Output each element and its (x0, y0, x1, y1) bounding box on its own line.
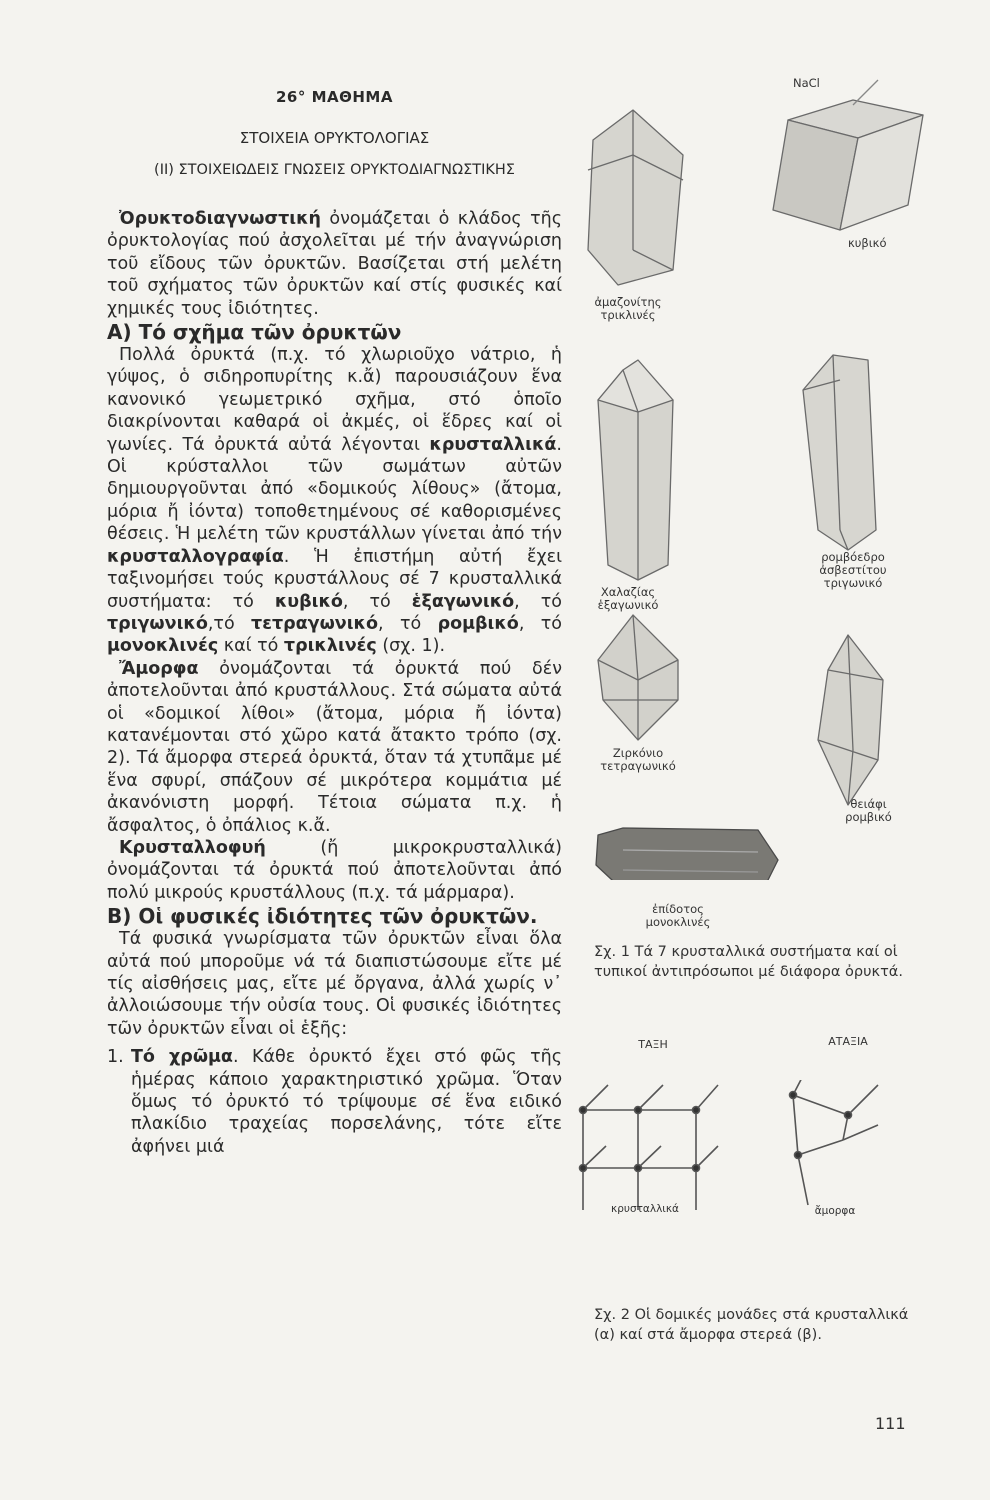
orthorhombic-crystal-drawing (818, 635, 883, 805)
system-orthorhombic: ρομβικό (437, 613, 519, 634)
intro-text: ὀνομάζεται ὁ κλάδος τῆς ὀρυκτολογίας πού ἀσχολεῖται μέ τήν ἀναγνώριση τοῦ εἴδους τῶν ὀρυκτῶν. Βασίζεται στή μελέτη τοῦ σχήματος τῶν ὀρυκτῶν καί στίς φυσικές καί χημικές τους ἰδιότητες. (107, 209, 562, 319)
figure-column (578, 60, 938, 1440)
label-taxi: ΤΑΞΗ (638, 1038, 668, 1051)
separator: καί τό (218, 636, 284, 657)
text-span: . Οἱ κρύσταλλοι τῶν σωμάτων αὐτῶν δημιουργοῦνται ἀπό «δομικούς λίθους» (ἄτομα, μόρια ἤ ἰόντα) τοποθετημένους σέ καθορισμένες θέσεις. Ἡ μελέτη τῶν κρυστάλλων γίνεται ἀπό τήν (107, 434, 562, 545)
section-a-heading: Α) Τό σχῆμα τῶν ὀρυκτῶν (107, 320, 402, 345)
figure-2-caption: Σχ. 2 Οἱ δομικές μονάδες στά κρυσταλλικά (α) καί στά ἄμορφα στερεά (β). (594, 1307, 909, 1343)
list-item-text (131, 1046, 562, 1158)
term-amorfa: Ἄμορφα (119, 658, 199, 679)
lesson-number: 26° ΜΑΘΗΜΑ (276, 88, 393, 106)
section-b-paragraph-1: Τά φυσικά γνωρίσματα τῶν ὀρυκτῶν εἶναι ὅλα αὐτά πού μποροῦμε νά τά διαπιστώσουμε εἴτε μέ τίς αἰσθήσεις μας, εἴτε μέ ὄργανα, ἀλλά χωρίς ν᾽ ἀλλοιώσουμε τήν οὐσία τους. Οἱ φυσικές ἰδιότητες τῶν ὀρυκτῶν εἶναι οἱ ἑξῆς: (107, 929, 562, 1039)
main-text-column (107, 88, 562, 1158)
system-tetragonal: τετραγωνικό (251, 613, 378, 634)
system-monoclinic: μονοκλινές (107, 636, 219, 657)
label-sulfur: θειάφι ρομβικό (845, 797, 892, 824)
hexagonal-crystal-drawing (598, 360, 673, 580)
page-title: ΣΤΟΙΧΕΙΑ ΟΡΥΚΤΟΛΟΓΙΑΣ (239, 129, 430, 147)
separator: , τό (378, 613, 438, 634)
page-number: 111 (875, 1414, 906, 1433)
label-amazonite: ἀμαζονίτης τρικλινές (594, 295, 662, 322)
figure-1-caption: Σχ. 1 Τά 7 κρυσταλλικά συστήματα καί οἱ τυπικοί ἀντιπρόσωποι μέ διάφορα ὀρυκτά. (594, 944, 903, 980)
ordered-lattice (583, 1085, 718, 1210)
section-a-paragraph-1 (107, 344, 562, 658)
text-span: (σχ. 1). (376, 636, 446, 657)
label-zircon: Ζιρκόνιο τετραγωνικό (600, 746, 676, 773)
system-cubic: κυβικό (274, 591, 343, 612)
system-trigonal: τριγωνικό (107, 613, 208, 634)
monoclinic-crystal-drawing (596, 828, 778, 880)
intro-term: Ὀρυκτοδιαγνωστική (119, 209, 321, 229)
label-quartz: Χαλαζίας ἑξαγωνικό (597, 585, 659, 612)
label-ataxia: ΑΤΑΞΙΑ (828, 1035, 868, 1048)
label-cubic: κυβικό (848, 236, 887, 250)
separator: , τό (518, 613, 563, 634)
trigonal-crystal-drawing (803, 355, 876, 550)
text-span: Πολλά ὀρυκτά (π.χ. τό χλωριοῦχο νάτριο, ἡ γύψος, ὁ σιδηροπυρίτης κ.ἄ) παρουσιάζουν ἕνα κανονικό γεωμετρικό σχῆμα, στό ὁποῖο διακρίνονται καθαρά οἱ ἀκμές, οἱ ἕδρες καί οἱ γωνίες. Τά ὀρυκτά αὐτά λέγονται (107, 345, 562, 455)
label-crystalline-bottom: κρυσταλλικά (611, 1203, 679, 1215)
text-span: ὀνομάζονται τά ὀρυκτά πού δέν ἀποτελοῦνται ἀπό κρυστάλλους. Στά σώματα αὐτά οἱ «δομικοί λίθοι» (ἄτομα, μόρια ἤ ἰόντα) κατανέμονται στό χῶρο κατά ἄτακτο τρόπο (σχ. 2). Τά ἄμορφα στερεά ὀρυκτά, ὅταν τά χτυπᾶμε μέ ἕνα σφυρί, σπάζουν σέ μικρότερα κομμάτια μέ ἀκανόνιστη μορφή. Τέτοια σώματα π.χ. ἡ ἄσφαλτος, ὁ ὀπάλιος κ.ἄ. (107, 658, 562, 836)
system-hexagonal: ἑξαγωνικό (411, 591, 515, 612)
tetragonal-crystal-drawing (598, 615, 678, 740)
disordered-network (793, 1080, 878, 1205)
separator: , τό (342, 591, 412, 612)
text-span: . Κάθε ὀρυκτό ἔχει στό φῶς τῆς ἡμέρας κάποιο χαρακτηριστικό χρῶμα. Ὅταν ὅμως τό ὀρυκτό τό τρίψουμε σέ ἕνα ειδικό πλακίδιο τραχείας πορσελάνης, τότε εἴτε ἀφήνει μιά (131, 1047, 563, 1157)
section-a-paragraph-3 (107, 837, 562, 904)
section-b-heading: Β) Οἱ φυσικές ἰδιότητες τῶν ὀρυκτῶν. (107, 904, 538, 929)
term-chroma: Τό χρῶμα (131, 1047, 233, 1068)
term-krystallika: κρυσταλλικά (429, 434, 557, 455)
text-span: . Ἡ ἐπιστήμη αὐτή ἔχει ταξινομήσει τούς κρυστάλλους σέ 7 κρυσταλλικά συστήματα: τό (107, 546, 562, 612)
system-triclinic: τρικλινές (283, 636, 377, 657)
separator: ,τό (207, 613, 252, 634)
triclinic-crystal-drawing (588, 110, 683, 285)
label-amorphous-bottom: ἄμορφα (814, 1205, 856, 1217)
intro-paragraph (107, 208, 562, 320)
term-krystallofyi: Κρυσταλλοφυή (119, 837, 266, 858)
page-subtitle: (ΙΙ) ΣΤΟΙΧΕΙΩΔΕΙΣ ΓΝΩΣΕΙΣ ΟΡΥΚΤΟΔΙΑΓΝΩΣΤΙΚΗΣ (154, 162, 515, 178)
lattice-figure-drawing (578, 1080, 938, 1210)
list-item (107, 1046, 562, 1158)
label-nacl: NaCl (793, 76, 820, 90)
separator: , τό (514, 591, 562, 612)
section-a-paragraph-2 (107, 658, 562, 837)
term-krystallografia: κρυσταλλογραφία (107, 546, 284, 567)
label-epidote: ἐπίδοτος μονοκλινές (645, 902, 711, 929)
label-calcite: ρομβόεδρο ἀσβεστίτου τριγωνικό (819, 550, 887, 590)
cubic-crystal-drawing (773, 80, 923, 230)
list-item-number: 1. (107, 1047, 124, 1068)
text-span: (ἤ μικροκρυσταλλικά) ὀνομάζονται τά ὀρυκτά πού ἀποτελοῦνται ἀπό πολύ μικρούς κρυστάλλους (π.χ. τά μάρμαρα). (107, 837, 562, 903)
